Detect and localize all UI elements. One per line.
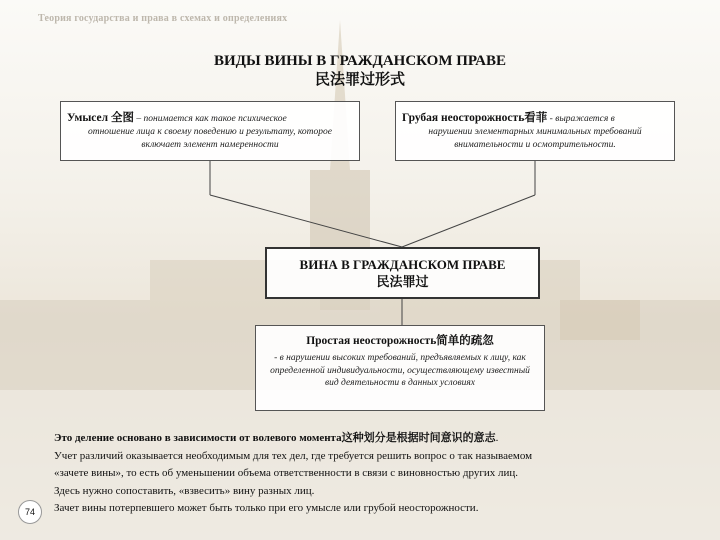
intent-heading: Умысел 全图 <box>67 112 134 124</box>
intent-box <box>60 101 360 161</box>
title-line-2: 民法罪过形式 <box>314 72 405 88</box>
paragraph-line: Учет различий оказывается необходимым для тех дел, где требуется решить вопрос о так называемом <box>54 449 533 462</box>
paragraph-line: Зачет вины потерпевшего может быть только при его умысле или грубой неосторожности. <box>54 502 479 514</box>
simple-negligence-heading: Простая неосторожность简单的疏忽 <box>306 335 494 347</box>
gross-negligence-desc: нарушении элементарных минимальных требований внимательности и осмотрительности. <box>428 127 642 150</box>
title-line-1: ВИДЫ ВИНЫ В ГРАЖДАНСКОМ ПРАВЕ <box>214 53 506 69</box>
explanation-paragraph <box>54 430 694 518</box>
paragraph-bold-line: Это деление основано в зависимости от волевого момента这种划分是根据时间意识的意志. <box>54 432 499 444</box>
intent-desc: отношение лица к своему поведению и результату, которое включает элемент намеренности <box>87 127 332 150</box>
fault-in-civil-law-box <box>265 247 540 299</box>
book-header: Теория государства и права в схемах и определениях <box>38 13 288 24</box>
diagram-title <box>0 52 720 90</box>
paragraph-line: Здесь нужно сопоставить, «взвесить» вину разных лиц. <box>54 484 315 497</box>
simple-negligence-desc: - в нарушении высоких требований, предъявляемых к лицу, как определенной индивидуальности, осуществляющему известный вид деятельности в данных условиях <box>270 353 530 388</box>
gross-negligence-heading: Грубая неосторожность看菲 <box>402 112 548 124</box>
page-number: 74 <box>18 500 42 524</box>
center-line-1: ВИНА В ГРАЖДАНСКОМ ПРАВЕ <box>299 257 506 272</box>
paragraph-line: «зачете вины», то есть об уменьшении объема ответственности в связи с виновностью других лиц. <box>54 467 518 479</box>
intent-desc-start: – понимается как такое психическое <box>133 114 287 124</box>
center-line-2: 民法罪过 <box>376 274 429 289</box>
gross-negligence-box <box>395 101 675 161</box>
simple-negligence-box <box>255 325 545 411</box>
gross-negligence-desc-start: - выражается в <box>547 114 615 124</box>
